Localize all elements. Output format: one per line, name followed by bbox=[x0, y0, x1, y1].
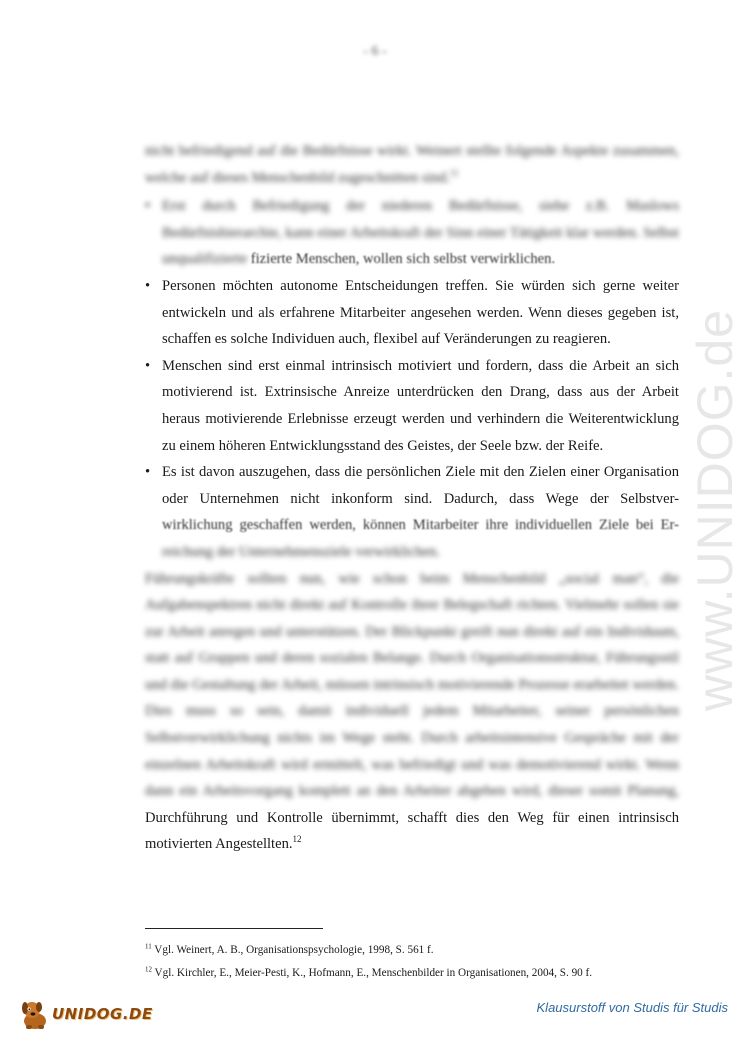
footnote-ref-12: 12 bbox=[292, 834, 302, 845]
dog-mascot-icon bbox=[18, 997, 52, 1031]
intro-paragraph bbox=[145, 138, 679, 191]
footer-slogan: Klausurstoff von Studis für Studis bbox=[536, 1000, 728, 1015]
page-number: - 6 - bbox=[363, 44, 387, 59]
logo-text: UNIDOG.DE bbox=[52, 1005, 153, 1023]
footnote-11 bbox=[145, 939, 685, 962]
aspect-list bbox=[145, 193, 679, 565]
bullet-4-partial-text: wirklichung geschaffen werden, können Mitarbeiter ihre individuellen Ziele bei Er- bbox=[162, 517, 679, 534]
bullet-3-text: Menschen sind erst einmal intrinsisch motiviert und fordern, dass die Arbeit an sich motivierend ist. Extrinsische Anreize unterdrücken den Drang, dass aus der Arbeit heraus motivierende Erlebnisse erzeugt werden und verhindern die Weiterentwicklung zu einem höheren Entwicklungsstand des Geistes, der Seele bzw. der Reife. bbox=[162, 357, 679, 454]
closing-clear-text: Durchführung und Kontrolle übernimmt, schafft dies den Weg für einen intrinsisch motivierten Angestellten. bbox=[145, 809, 679, 853]
bullet-4-text: Es ist davon auszugehen, dass die persönlichen Ziele mit den Zielen einer Organisation oder Unternehmen nicht inkonform sind. Dadurch, dass Wege der Selbstver- bbox=[162, 464, 679, 507]
closing-paragraph bbox=[145, 566, 679, 859]
list-item bbox=[145, 459, 679, 565]
closing-blurred-text: Führungskräfte sollten nun, wie schon beim Menschenbild „social man“, die Aufgabenspektren nicht direkt auf Kontrolle ihrer Belegschaft richten. Vielmehr sollen sie zur Arbeit anregen und unterstützen. Der Blickpunkt greift nun direkt auf ein Individuum, statt auf Gruppen und deren sozialen Belange. Durch Organisationsstruktur, Führungsstil und die Gestaltung der Arbeit, müssen intrinsisch motivierende Prozesse erarbeitet werden. Dies muss so sein, damit individuell jedem Mitarbeiter, seiner persönlichen Selbstverwirklichung nichts im Wege steht. Durch arbeitsintensive Gespräche mit der einzelnen Arbeitskraft wird ermittelt, was befriedigt und was demotivierend wirkt. Wenn dann ein Arbeitsvorgang komplett an den Arbeiter abgeben wird, dieser somit Planung, bbox=[145, 570, 679, 800]
main-text bbox=[145, 138, 679, 858]
footnote-12 bbox=[145, 962, 685, 985]
list-item bbox=[145, 353, 679, 459]
list-item bbox=[145, 273, 679, 353]
footnote-ref-11: 11 bbox=[449, 167, 459, 178]
footnote-divider bbox=[145, 928, 323, 929]
bullet-1-partial-text: fizierte Menschen, wollen sich selbst verwirklichen. bbox=[250, 251, 556, 268]
footnote-number: 12 bbox=[145, 965, 152, 974]
footnotes bbox=[145, 939, 685, 985]
bullet-2-text: Personen möchten autonome Entscheidungen treffen. Sie würden sich gerne weiter entwickeln und als erfahrene Mitarbeiter angesehen werden. Wenn dieses gegeben ist, schaffen es solche Individuen auch, flexibel auf Veränderungen zu reagieren. bbox=[162, 277, 679, 348]
list-item bbox=[145, 193, 679, 273]
bullet-4-blurred-text: reichung der Unternehmensziele verwirklichen. bbox=[162, 543, 440, 560]
bullet-1-blurred-text: Erst durch Befriedigung der niederen Bedürfnisse, siehe z.B. Maslows Bedürfnishierarchie, kann einer Arbeitskraft der Sinn einer Tätigkeit klar werden. Selbst unqualifizierte bbox=[162, 198, 679, 268]
watermark-text: www.UNIDOG.de bbox=[687, 309, 743, 711]
footnote-number: 11 bbox=[145, 942, 152, 951]
intro-text: nicht befriedigend auf die Bedürfnisse wirkt. Weinert stellte folgende Aspekte zusammen, welche auf dieses Menschenbild zugeschnitten sind. bbox=[145, 143, 679, 186]
footnote-text: Vgl. Weinert, A. B., Organisationspsychologie, 1998, S. 561 f. bbox=[154, 944, 434, 956]
unidog-logo[interactable] bbox=[18, 996, 153, 1032]
footnote-text: Vgl. Kirchler, E., Meier-Pesti, K., Hofmann, E., Menschenbilder in Organisationen, 2004, S. 90 f. bbox=[154, 967, 593, 979]
